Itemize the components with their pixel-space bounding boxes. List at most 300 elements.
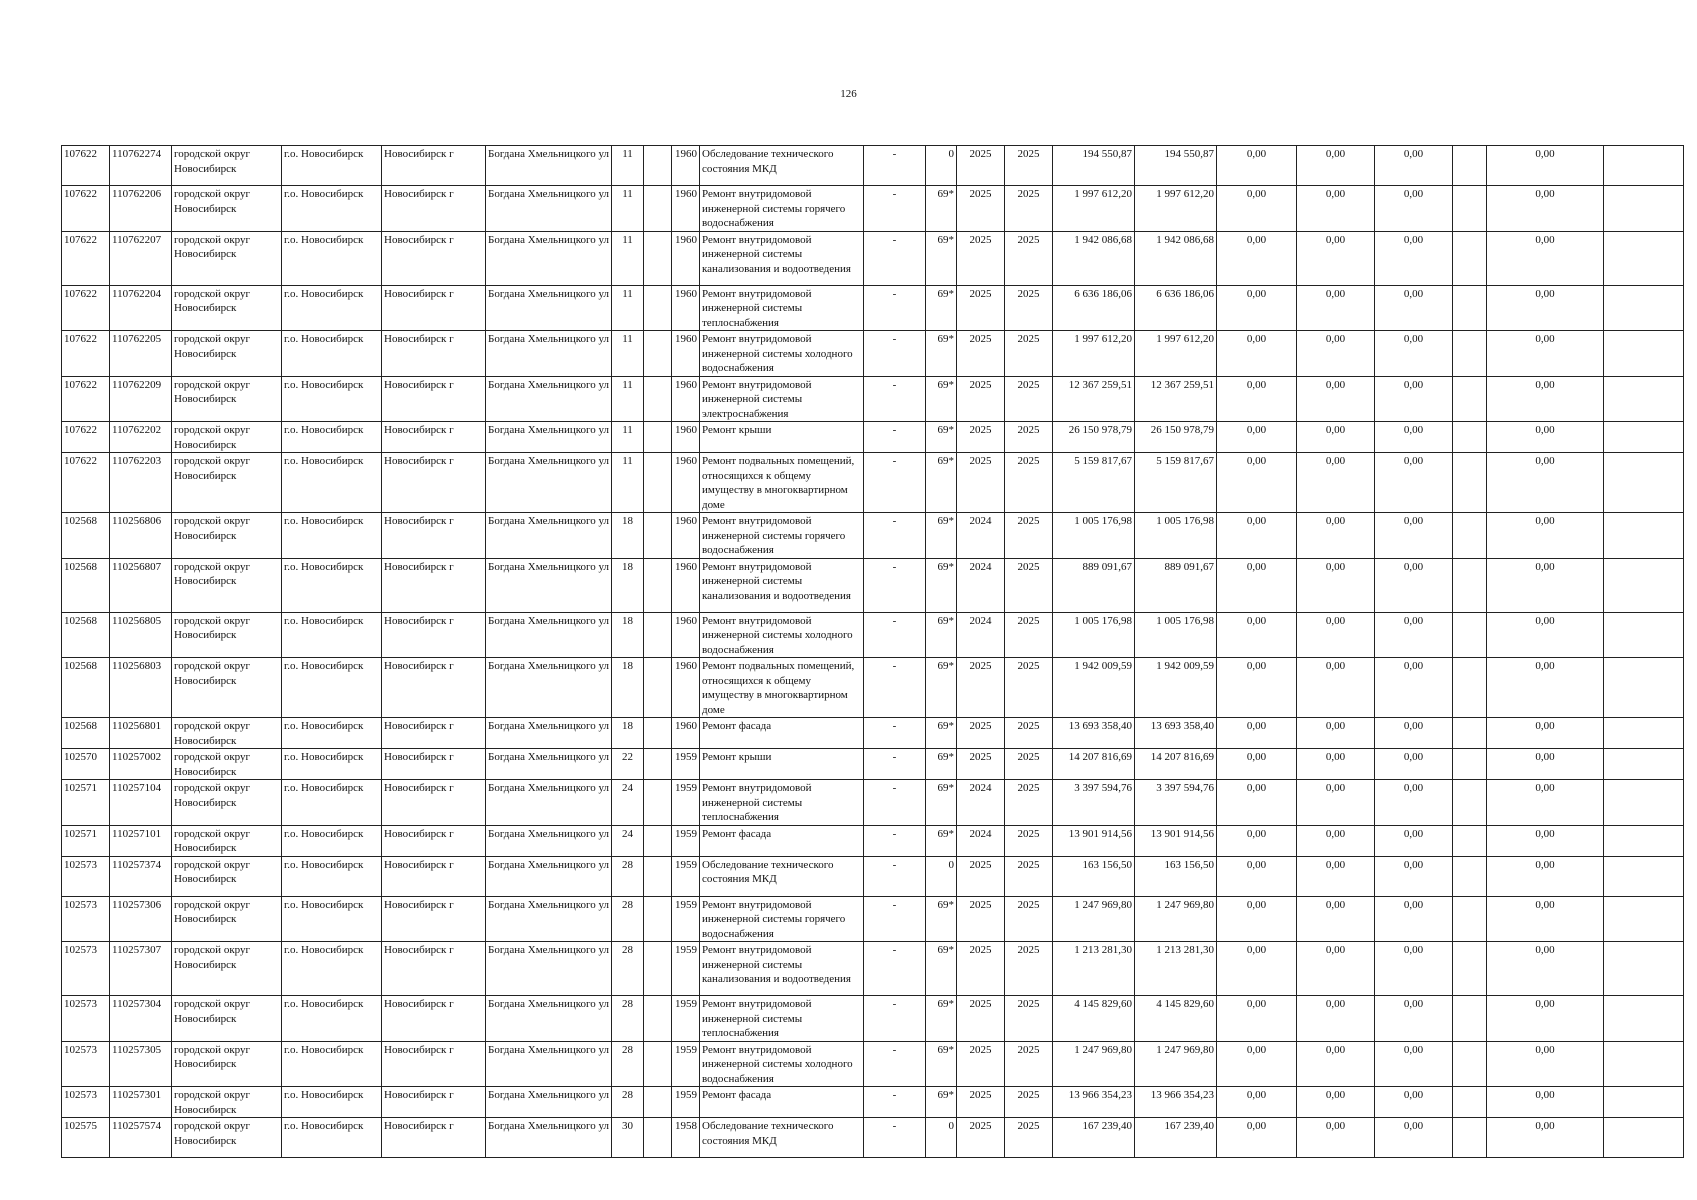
cell-cost-fund: 1 213 281,30: [1135, 942, 1217, 996]
cell-cost-3: 0,00: [1375, 718, 1453, 749]
cell-work-type: Ремонт внутридомовой инженерной системы канализования и водоотведения: [700, 231, 864, 285]
cell-municipality: городской округ Новосибирск: [172, 285, 282, 331]
cell-settlement: Новосибирск г: [382, 513, 486, 559]
cell-house-id: 107622: [62, 422, 110, 453]
cell-year-plan: 2024: [957, 558, 1005, 612]
cell-municipal-short: г.о. Новосибирск: [282, 186, 382, 232]
cell-year-built: 1960: [672, 186, 700, 232]
cell-municipal-short: г.о. Новосибирск: [282, 896, 382, 942]
cell-municipality: городской округ Новосибирск: [172, 1087, 282, 1118]
cell-work-type: Ремонт внутридомовой инженерной системы горячего водоснабжения: [700, 513, 864, 559]
cell-cost-4: 0,00: [1487, 1087, 1604, 1118]
cell-settlement: Новосибирск г: [382, 422, 486, 453]
cell-building: [644, 285, 672, 331]
cell-cost-1: 0,00: [1217, 285, 1297, 331]
cell-item-id: 110762203: [110, 453, 172, 513]
cell-municipality: городской округ Новосибирск: [172, 942, 282, 996]
cell-cost-fund: 12 367 259,51: [1135, 376, 1217, 422]
cell-item-id: 110256801: [110, 718, 172, 749]
cell-cost-1: 0,00: [1217, 825, 1297, 856]
cell-cost-fund: 1 247 969,80: [1135, 896, 1217, 942]
cell-work-type: Ремонт внутридомовой инженерной системы канализования и водоотведения: [700, 942, 864, 996]
cell-municipal-short: г.о. Новосибирск: [282, 422, 382, 453]
cell-cost-fund: 13 966 354,23: [1135, 1087, 1217, 1118]
cell-last-col: [1604, 1118, 1684, 1158]
cell-house-number: 22: [612, 749, 644, 780]
cell-cost-total: 1 942 009,59: [1053, 658, 1135, 718]
cell-cost-total: 1 942 086,68: [1053, 231, 1135, 285]
cell-cost-3: 0,00: [1375, 780, 1453, 826]
cell-cost-2: 0,00: [1297, 186, 1375, 232]
cell-cost-fund: 14 207 816,69: [1135, 749, 1217, 780]
cell-house-number: 11: [612, 231, 644, 285]
cell-cost-1: 0,00: [1217, 996, 1297, 1042]
cell-cost-3: 0,00: [1375, 453, 1453, 513]
cell-settlement: Новосибирск г: [382, 780, 486, 826]
cell-municipality: городской округ Новосибирск: [172, 856, 282, 896]
cell-last-col: [1604, 285, 1684, 331]
cell-municipality: городской округ Новосибирск: [172, 1118, 282, 1158]
cell-cost-2: 0,00: [1297, 331, 1375, 377]
cell-street: Богдана Хмельницкого ул: [486, 453, 612, 513]
cell-year-end: 2025: [1005, 285, 1053, 331]
cell-street: Богдана Хмельницкого ул: [486, 558, 612, 612]
cell-year-plan: 2025: [957, 942, 1005, 996]
cell-municipal-short: г.о. Новосибирск: [282, 996, 382, 1042]
cell-house-id: 102573: [62, 1041, 110, 1087]
cell-cost-3: 0,00: [1375, 186, 1453, 232]
cell-year-end: 2025: [1005, 453, 1053, 513]
cell-house-id: 102571: [62, 825, 110, 856]
table-row: [62, 1118, 1684, 1158]
cell-year-plan: 2025: [957, 1087, 1005, 1118]
cell-year-plan: 2025: [957, 422, 1005, 453]
table-row: [62, 612, 1684, 658]
cell-year-built: 1960: [672, 285, 700, 331]
cell-cost-3: 0,00: [1375, 513, 1453, 559]
cell-year-end: 2025: [1005, 658, 1053, 718]
cell-cost-2: 0,00: [1297, 896, 1375, 942]
cell-municipal-short: г.о. Новосибирск: [282, 1041, 382, 1087]
cell-wear-percent: 69*: [926, 896, 957, 942]
cell-house-id: 102568: [62, 612, 110, 658]
cell-cost-2: 0,00: [1297, 780, 1375, 826]
cell-municipal-short: г.о. Новосибирск: [282, 513, 382, 559]
cell-year-plan: 2025: [957, 658, 1005, 718]
cell-house-id: 107622: [62, 285, 110, 331]
cell-house-number: 11: [612, 331, 644, 377]
cell-item-id: 110762205: [110, 331, 172, 377]
cell-municipal-short: г.о. Новосибирск: [282, 453, 382, 513]
cell-cost-4: 0,00: [1487, 718, 1604, 749]
cell-cost-4: 0,00: [1487, 856, 1604, 896]
cell-work-type: Обследование технического состояния МКД: [700, 856, 864, 896]
cell-year-end: 2025: [1005, 718, 1053, 749]
cell-last-col: [1604, 1041, 1684, 1087]
cell-year-built: 1960: [672, 331, 700, 377]
cell-building: [644, 1087, 672, 1118]
cell-house-id: 107622: [62, 376, 110, 422]
table-row: [62, 513, 1684, 559]
cell-item-id: 110257301: [110, 1087, 172, 1118]
cell-item-id: 110257305: [110, 1041, 172, 1087]
cell-cost-3: 0,00: [1375, 942, 1453, 996]
cell-cost-2: 0,00: [1297, 558, 1375, 612]
cell-settlement: Новосибирск г: [382, 1087, 486, 1118]
cell-empty-col: [1453, 612, 1487, 658]
cell-municipality: городской округ Новосибирск: [172, 513, 282, 559]
cell-street: Богдана Хмельницкого ул: [486, 896, 612, 942]
cell-work-type: Ремонт внутридомовой инженерной системы теплоснабжения: [700, 780, 864, 826]
cell-wear-percent: 69*: [926, 376, 957, 422]
table-row: [62, 231, 1684, 285]
table-row: [62, 1087, 1684, 1118]
cell-cost-2: 0,00: [1297, 231, 1375, 285]
cell-last-col: [1604, 1087, 1684, 1118]
cell-last-col: [1604, 825, 1684, 856]
cell-cost-1: 0,00: [1217, 942, 1297, 996]
cell-street: Богдана Хмельницкого ул: [486, 996, 612, 1042]
cell-wear-percent: 69*: [926, 749, 957, 780]
cell-house-number: 28: [612, 996, 644, 1042]
cell-year-end: 2025: [1005, 780, 1053, 826]
cell-municipal-short: г.о. Новосибирск: [282, 1118, 382, 1158]
cell-empty-col: [1453, 718, 1487, 749]
cell-cost-1: 0,00: [1217, 231, 1297, 285]
cell-wear-percent: 0: [926, 856, 957, 896]
cell-cost-fund: 1 247 969,80: [1135, 1041, 1217, 1087]
cell-last-col: [1604, 422, 1684, 453]
cell-cost-total: 13 901 914,56: [1053, 825, 1135, 856]
cell-cost-3: 0,00: [1375, 1041, 1453, 1087]
cell-cost-4: 0,00: [1487, 612, 1604, 658]
cell-last-col: [1604, 996, 1684, 1042]
cell-year-plan: 2025: [957, 376, 1005, 422]
cell-cost-total: 1 247 969,80: [1053, 1041, 1135, 1087]
cell-house-number: 11: [612, 146, 644, 186]
cell-last-col: [1604, 331, 1684, 377]
cell-year-end: 2025: [1005, 513, 1053, 559]
cell-work-type: Ремонт внутридомовой инженерной системы холодного водоснабжения: [700, 1041, 864, 1087]
cell-municipal-short: г.о. Новосибирск: [282, 612, 382, 658]
cell-cost-fund: 1 942 086,68: [1135, 231, 1217, 285]
cell-item-id: 110256806: [110, 513, 172, 559]
cell-building: [644, 453, 672, 513]
cell-cost-3: 0,00: [1375, 331, 1453, 377]
cell-wear-percent: 69*: [926, 718, 957, 749]
cell-cost-fund: 1 005 176,98: [1135, 612, 1217, 658]
cell-empty-col: [1453, 376, 1487, 422]
cell-year-plan: 2025: [957, 1118, 1005, 1158]
table-row: [62, 749, 1684, 780]
cell-year-built: 1959: [672, 856, 700, 896]
cell-empty-col: [1453, 780, 1487, 826]
cell-item-id: 110257307: [110, 942, 172, 996]
cell-building: [644, 513, 672, 559]
cell-cost-2: 0,00: [1297, 146, 1375, 186]
cell-cost-3: 0,00: [1375, 996, 1453, 1042]
cell-settlement: Новосибирск г: [382, 749, 486, 780]
cell-cost-2: 0,00: [1297, 612, 1375, 658]
cell-cost-total: 1 005 176,98: [1053, 513, 1135, 559]
cell-wear-percent: 69*: [926, 558, 957, 612]
table-body: [62, 146, 1684, 1158]
cell-empty-col: [1453, 513, 1487, 559]
table-row: [62, 453, 1684, 513]
cell-cost-3: 0,00: [1375, 558, 1453, 612]
cell-cost-1: 0,00: [1217, 780, 1297, 826]
cell-street: Богдана Хмельницкого ул: [486, 513, 612, 559]
cell-work-type: Ремонт внутридомовой инженерной системы канализования и водоотведения: [700, 558, 864, 612]
repair-program-table: [61, 145, 1684, 1158]
cell-house-number: 28: [612, 856, 644, 896]
page-number: 126: [840, 88, 857, 100]
cell-house-id: 102573: [62, 996, 110, 1042]
table-row: [62, 996, 1684, 1042]
cell-municipal-short: г.о. Новосибирск: [282, 825, 382, 856]
cell-work-type: Ремонт фасада: [700, 1087, 864, 1118]
cell-item-id: 110762274: [110, 146, 172, 186]
cell-house-number: 24: [612, 825, 644, 856]
cell-last-col: [1604, 718, 1684, 749]
cell-work-type: Ремонт внутридомовой инженерной системы теплоснабжения: [700, 285, 864, 331]
cell-item-id: 110256805: [110, 612, 172, 658]
cell-municipal-short: г.о. Новосибирск: [282, 376, 382, 422]
cell-municipal-short: г.о. Новосибирск: [282, 1087, 382, 1118]
cell-year-built: 1960: [672, 453, 700, 513]
cell-year-end: 2025: [1005, 376, 1053, 422]
cell-street: Богдана Хмельницкого ул: [486, 612, 612, 658]
cell-cost-1: 0,00: [1217, 422, 1297, 453]
cell-cost-total: 889 091,67: [1053, 558, 1135, 612]
cell-house-number: 11: [612, 422, 644, 453]
cell-item-id: 110256807: [110, 558, 172, 612]
cell-cost-1: 0,00: [1217, 749, 1297, 780]
cell-house-id: 107622: [62, 453, 110, 513]
cell-last-col: [1604, 612, 1684, 658]
cell-settlement: Новосибирск г: [382, 856, 486, 896]
cell-year-plan: 2024: [957, 612, 1005, 658]
cell-cost-2: 0,00: [1297, 749, 1375, 780]
cell-empty-col: [1453, 856, 1487, 896]
cell-wear-percent: 69*: [926, 453, 957, 513]
cell-settlement: Новосибирск г: [382, 231, 486, 285]
cell-house-number: 28: [612, 1087, 644, 1118]
cell-cost-2: 0,00: [1297, 453, 1375, 513]
cell-empty-col: [1453, 658, 1487, 718]
cell-building: [644, 658, 672, 718]
cell-year-end: 2025: [1005, 186, 1053, 232]
cell-cost-fund: 1 997 612,20: [1135, 186, 1217, 232]
cell-empty-col: [1453, 231, 1487, 285]
cell-cost-total: 167 239,40: [1053, 1118, 1135, 1158]
table-row: [62, 331, 1684, 377]
cell-municipality: городской округ Новосибирск: [172, 231, 282, 285]
cell-year-end: 2025: [1005, 422, 1053, 453]
cell-cost-3: 0,00: [1375, 1087, 1453, 1118]
cell-cost-1: 0,00: [1217, 856, 1297, 896]
cell-building: [644, 856, 672, 896]
cell-house-id: 107622: [62, 186, 110, 232]
cell-house-number: 30: [612, 1118, 644, 1158]
cell-dash: -: [864, 558, 926, 612]
cell-year-plan: 2024: [957, 513, 1005, 559]
cell-year-plan: 2025: [957, 856, 1005, 896]
table-row: [62, 942, 1684, 996]
cell-cost-1: 0,00: [1217, 331, 1297, 377]
cell-cost-total: 1 005 176,98: [1053, 612, 1135, 658]
cell-item-id: 110257104: [110, 780, 172, 826]
cell-dash: -: [864, 780, 926, 826]
cell-wear-percent: 69*: [926, 285, 957, 331]
cell-cost-4: 0,00: [1487, 896, 1604, 942]
cell-year-end: 2025: [1005, 231, 1053, 285]
cell-dash: -: [864, 1041, 926, 1087]
cell-wear-percent: 69*: [926, 780, 957, 826]
cell-house-id: 107622: [62, 231, 110, 285]
cell-last-col: [1604, 453, 1684, 513]
table-row: [62, 146, 1684, 186]
cell-last-col: [1604, 146, 1684, 186]
cell-municipality: городской округ Новосибирск: [172, 658, 282, 718]
cell-building: [644, 231, 672, 285]
cell-municipality: городской округ Новосибирск: [172, 186, 282, 232]
cell-cost-1: 0,00: [1217, 1118, 1297, 1158]
cell-wear-percent: 0: [926, 146, 957, 186]
cell-cost-total: 194 550,87: [1053, 146, 1135, 186]
cell-street: Богдана Хмельницкого ул: [486, 749, 612, 780]
cell-cost-1: 0,00: [1217, 186, 1297, 232]
cell-cost-3: 0,00: [1375, 285, 1453, 331]
cell-cost-total: 1 997 612,20: [1053, 331, 1135, 377]
cell-item-id: 110762202: [110, 422, 172, 453]
cell-wear-percent: 69*: [926, 422, 957, 453]
cell-work-type: Ремонт внутридомовой инженерной системы холодного водоснабжения: [700, 612, 864, 658]
cell-year-end: 2025: [1005, 331, 1053, 377]
cell-item-id: 110257002: [110, 749, 172, 780]
cell-empty-col: [1453, 1087, 1487, 1118]
cell-cost-1: 0,00: [1217, 376, 1297, 422]
cell-cost-fund: 26 150 978,79: [1135, 422, 1217, 453]
cell-cost-total: 5 159 817,67: [1053, 453, 1135, 513]
cell-cost-2: 0,00: [1297, 996, 1375, 1042]
cell-cost-2: 0,00: [1297, 513, 1375, 559]
cell-wear-percent: 69*: [926, 1087, 957, 1118]
cell-cost-total: 14 207 816,69: [1053, 749, 1135, 780]
cell-work-type: Ремонт внутридомовой инженерной системы электроснабжения: [700, 376, 864, 422]
cell-item-id: 110762209: [110, 376, 172, 422]
cell-dash: -: [864, 331, 926, 377]
cell-cost-2: 0,00: [1297, 942, 1375, 996]
cell-municipality: городской округ Новосибирск: [172, 780, 282, 826]
cell-municipal-short: г.о. Новосибирск: [282, 146, 382, 186]
cell-item-id: 110257374: [110, 856, 172, 896]
cell-empty-col: [1453, 749, 1487, 780]
cell-cost-1: 0,00: [1217, 612, 1297, 658]
cell-municipal-short: г.о. Новосибирск: [282, 285, 382, 331]
cell-municipality: городской округ Новосибирск: [172, 376, 282, 422]
cell-year-plan: 2025: [957, 231, 1005, 285]
cell-house-id: 102568: [62, 718, 110, 749]
cell-municipality: городской округ Новосибирск: [172, 146, 282, 186]
cell-empty-col: [1453, 453, 1487, 513]
cell-item-id: 110257574: [110, 1118, 172, 1158]
cell-cost-1: 0,00: [1217, 558, 1297, 612]
cell-dash: -: [864, 231, 926, 285]
table-row: [62, 658, 1684, 718]
cell-cost-2: 0,00: [1297, 1041, 1375, 1087]
cell-cost-total: 3 397 594,76: [1053, 780, 1135, 826]
cell-last-col: [1604, 231, 1684, 285]
table-row: [62, 896, 1684, 942]
cell-year-end: 2025: [1005, 1041, 1053, 1087]
cell-last-col: [1604, 856, 1684, 896]
cell-municipal-short: г.о. Новосибирск: [282, 558, 382, 612]
cell-cost-4: 0,00: [1487, 422, 1604, 453]
cell-cost-2: 0,00: [1297, 718, 1375, 749]
cell-cost-4: 0,00: [1487, 996, 1604, 1042]
table-row: [62, 856, 1684, 896]
cell-work-type: Ремонт фасада: [700, 718, 864, 749]
cell-building: [644, 146, 672, 186]
cell-cost-1: 0,00: [1217, 1041, 1297, 1087]
cell-year-end: 2025: [1005, 146, 1053, 186]
cell-year-built: 1960: [672, 231, 700, 285]
cell-house-number: 18: [612, 612, 644, 658]
cell-house-id: 102571: [62, 780, 110, 826]
cell-dash: -: [864, 856, 926, 896]
cell-house-number: 18: [612, 513, 644, 559]
cell-cost-4: 0,00: [1487, 825, 1604, 856]
cell-municipality: городской округ Новосибирск: [172, 996, 282, 1042]
cell-building: [644, 896, 672, 942]
cell-dash: -: [864, 749, 926, 780]
cell-municipality: городской округ Новосибирск: [172, 558, 282, 612]
cell-cost-4: 0,00: [1487, 658, 1604, 718]
cell-last-col: [1604, 942, 1684, 996]
cell-year-plan: 2025: [957, 453, 1005, 513]
cell-street: Богдана Хмельницкого ул: [486, 1087, 612, 1118]
cell-year-plan: 2025: [957, 1041, 1005, 1087]
cell-year-plan: 2025: [957, 896, 1005, 942]
cell-house-id: 102573: [62, 942, 110, 996]
cell-cost-2: 0,00: [1297, 285, 1375, 331]
cell-municipality: городской округ Новосибирск: [172, 718, 282, 749]
cell-settlement: Новосибирск г: [382, 558, 486, 612]
cell-wear-percent: 69*: [926, 331, 957, 377]
cell-item-id: 110762204: [110, 285, 172, 331]
cell-municipal-short: г.о. Новосибирск: [282, 331, 382, 377]
cell-year-built: 1960: [672, 422, 700, 453]
cell-dash: -: [864, 825, 926, 856]
cell-cost-total: 13 966 354,23: [1053, 1087, 1135, 1118]
cell-municipality: городской округ Новосибирск: [172, 825, 282, 856]
cell-municipal-short: г.о. Новосибирск: [282, 780, 382, 826]
cell-cost-4: 0,00: [1487, 231, 1604, 285]
cell-cost-total: 4 145 829,60: [1053, 996, 1135, 1042]
cell-street: Богдана Хмельницкого ул: [486, 718, 612, 749]
cell-wear-percent: 69*: [926, 1041, 957, 1087]
cell-settlement: Новосибирск г: [382, 146, 486, 186]
cell-house-number: 18: [612, 658, 644, 718]
cell-street: Богдана Хмельницкого ул: [486, 186, 612, 232]
cell-last-col: [1604, 513, 1684, 559]
cell-building: [644, 1041, 672, 1087]
cell-street: Богдана Хмельницкого ул: [486, 285, 612, 331]
cell-wear-percent: 69*: [926, 612, 957, 658]
cell-cost-1: 0,00: [1217, 513, 1297, 559]
cell-dash: -: [864, 146, 926, 186]
